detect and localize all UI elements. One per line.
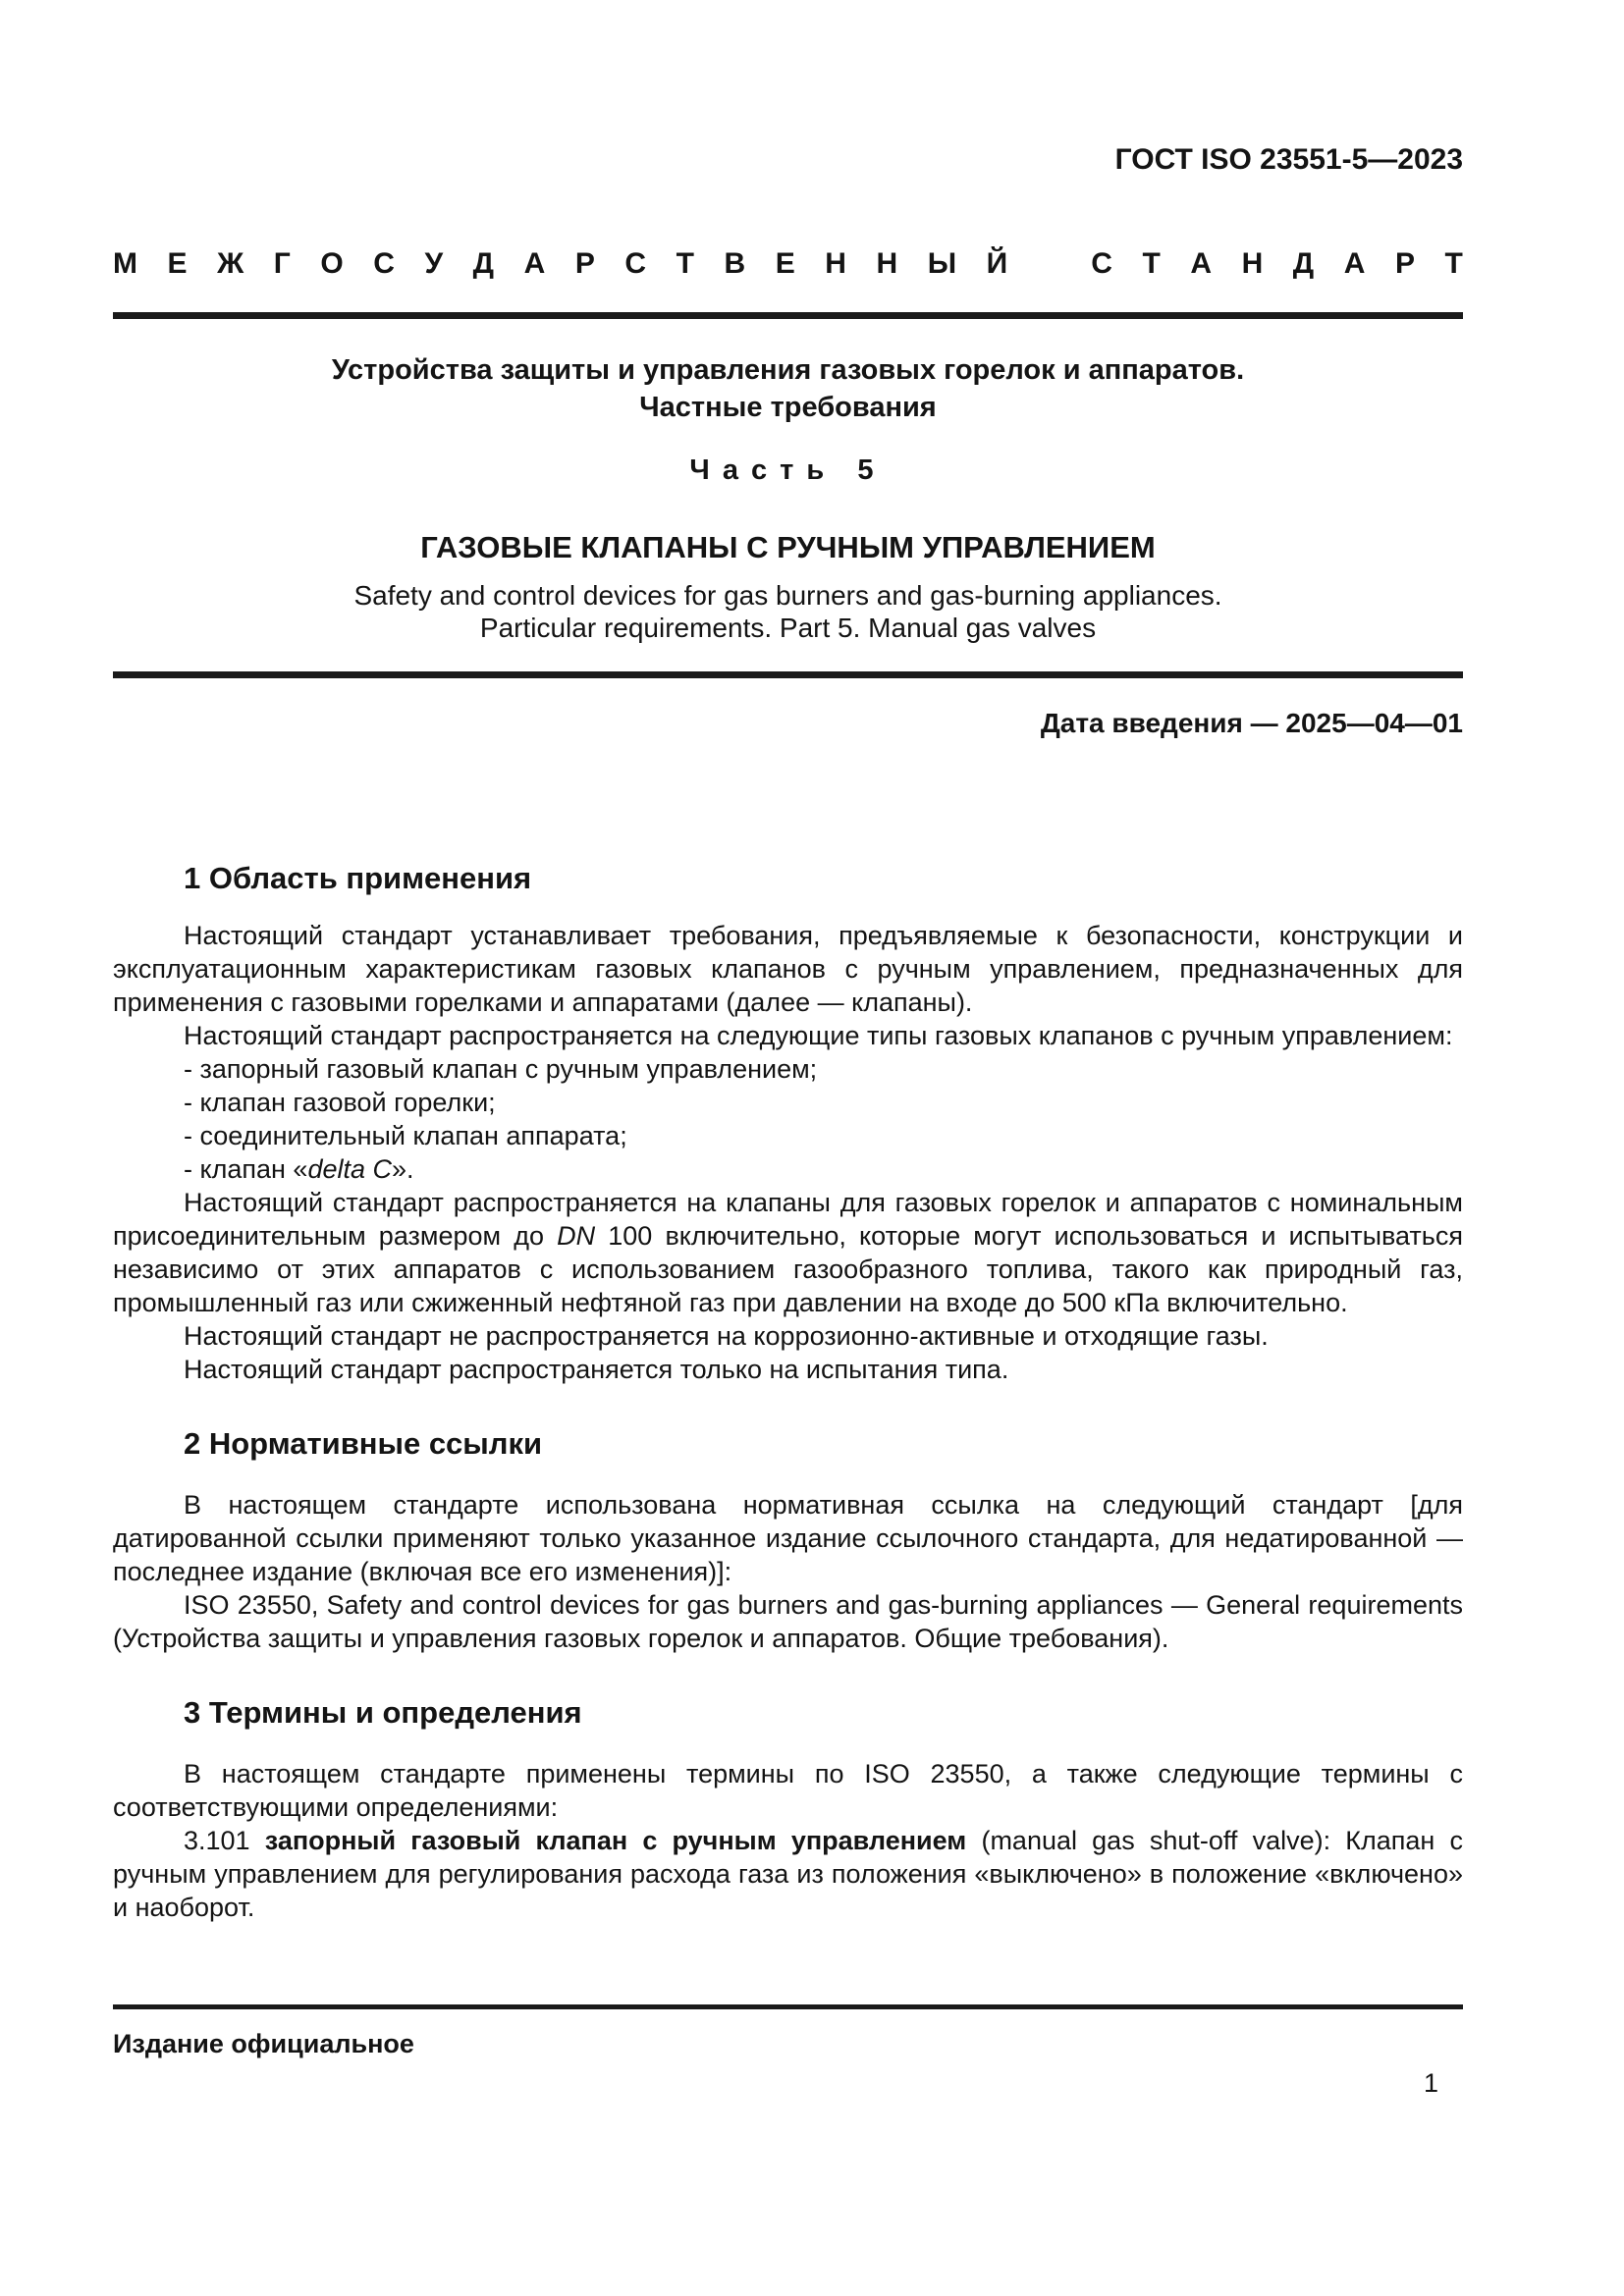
edition-label: Издание официальное: [113, 2029, 414, 2058]
section-2-paragraph-2: ISO 23550, Safety and control devices for gas burners and gas-burning appliances — General requirements (Устройства защиты и управления газовых горелок и аппаратов. Общие требования).: [113, 1590, 1463, 1653]
section-3-paragraph-1: В настоящем стандарте применены термины по ISO 23550, а также следующие термины с соответствующими определениями:: [113, 1759, 1463, 1822]
section-3-term-definition: [113, 1824, 1463, 1924]
term-name: запорный газовый клапан с ручным управлением: [264, 1826, 967, 1855]
standard-type-label: М Е Ж Г О С У Д А Р С Т В Е Н Н Ы Й С Т А Н Д А Р Т: [113, 247, 1463, 280]
footer-rule: [113, 2004, 1463, 2009]
section-1-list-item-2: - клапан газовой горелки;: [184, 1088, 496, 1117]
section-1-heading: 1 Область применения: [184, 861, 532, 895]
section-2-heading: 2 Нормативные ссылки: [184, 1426, 543, 1461]
title-english-line1: Safety and control devices for gas burners and gas-burning appliances.: [353, 580, 1222, 611]
title-main: ГАЗОВЫЕ КЛАПАНЫ С РУЧНЫМ УПРАВЛЕНИЕМ: [420, 530, 1156, 564]
section-1-list-item-1: - запорный газовый клапан с ручным управлением;: [184, 1054, 818, 1084]
title-bottom-rule: [113, 671, 1463, 678]
page-content: [113, 0, 1463, 1924]
section-1-paragraph-1: Настоящий стандарт устанавливает требования, предъявляемые к безопасности, конструкции и эксплуатационным характеристикам газовых клапанов с ручным управлением, предназначенных для применения с газовыми горелками и аппаратами (далее — клапаны).: [113, 921, 1463, 1017]
title-russian: [113, 351, 1463, 426]
title-russian-line2: Частные требования: [639, 392, 937, 423]
term-number: 3.101: [184, 1826, 265, 1855]
section-1-list-item-3: - соединительный клапан аппарата;: [184, 1121, 627, 1150]
term-definition-text: (manual gas shut-off valve): Клапан с ручным управлением для регулирования расхода газа из положения «выключено» в положение «включено» и наоборот.: [113, 1826, 1464, 1922]
delta-c-term: delta C: [307, 1154, 393, 1184]
title-russian-line1: Устройства защиты и управления газовых горелок и аппаратов.: [331, 354, 1245, 386]
section-3-heading: 3 Термины и определения: [184, 1695, 582, 1730]
section-1-list-item-4: - клапан «delta C».: [184, 1154, 414, 1184]
dn-term: DN: [557, 1221, 596, 1251]
doc-number: ГОСТ ISO 23551-5—2023: [1114, 143, 1463, 176]
title-english-line2: Particular requirements. Part 5. Manual gas valves: [479, 613, 1097, 643]
document-body: [113, 860, 1463, 1924]
title-part-label: Часть 5: [689, 454, 887, 486]
section-1-paragraph-5: Настоящий стандарт распространяется только на испытания типа.: [184, 1355, 1009, 1384]
effective-date: Дата введения — 2025—04—01: [1040, 708, 1463, 738]
top-rule: [113, 312, 1463, 319]
page-number: 1: [1423, 2068, 1438, 2098]
section-1-paragraph-2: Настоящий стандарт распространяется на следующие типы газовых клапанов с ручным управлением:: [184, 1021, 1453, 1050]
section-2-paragraph-1: В настоящем стандарте использована нормативная ссылка на следующий стандарт [для датированной ссылки применяют только указанное издание ссылочного стандарта, для недатированной — последнее издание (включая все его изменения)]:: [113, 1490, 1463, 1586]
section-1-paragraph-4: Настоящий стандарт не распространяется на коррозионно-активные и отходящие газы.: [184, 1321, 1269, 1351]
title-english: [113, 579, 1463, 644]
section-1-paragraph-3: Настоящий стандарт распространяется на клапаны для газовых горелок и аппаратов с номинальным присоединительным размером до DN 100 включительно, которые могут использоваться и испытываться независимо от этих аппаратов с использованием газообразного топлива, такого как природный газ, промышленный газ или сжиженный нефтяной газ при давлении на входе до 500 кПа включительно.: [113, 1188, 1463, 1317]
